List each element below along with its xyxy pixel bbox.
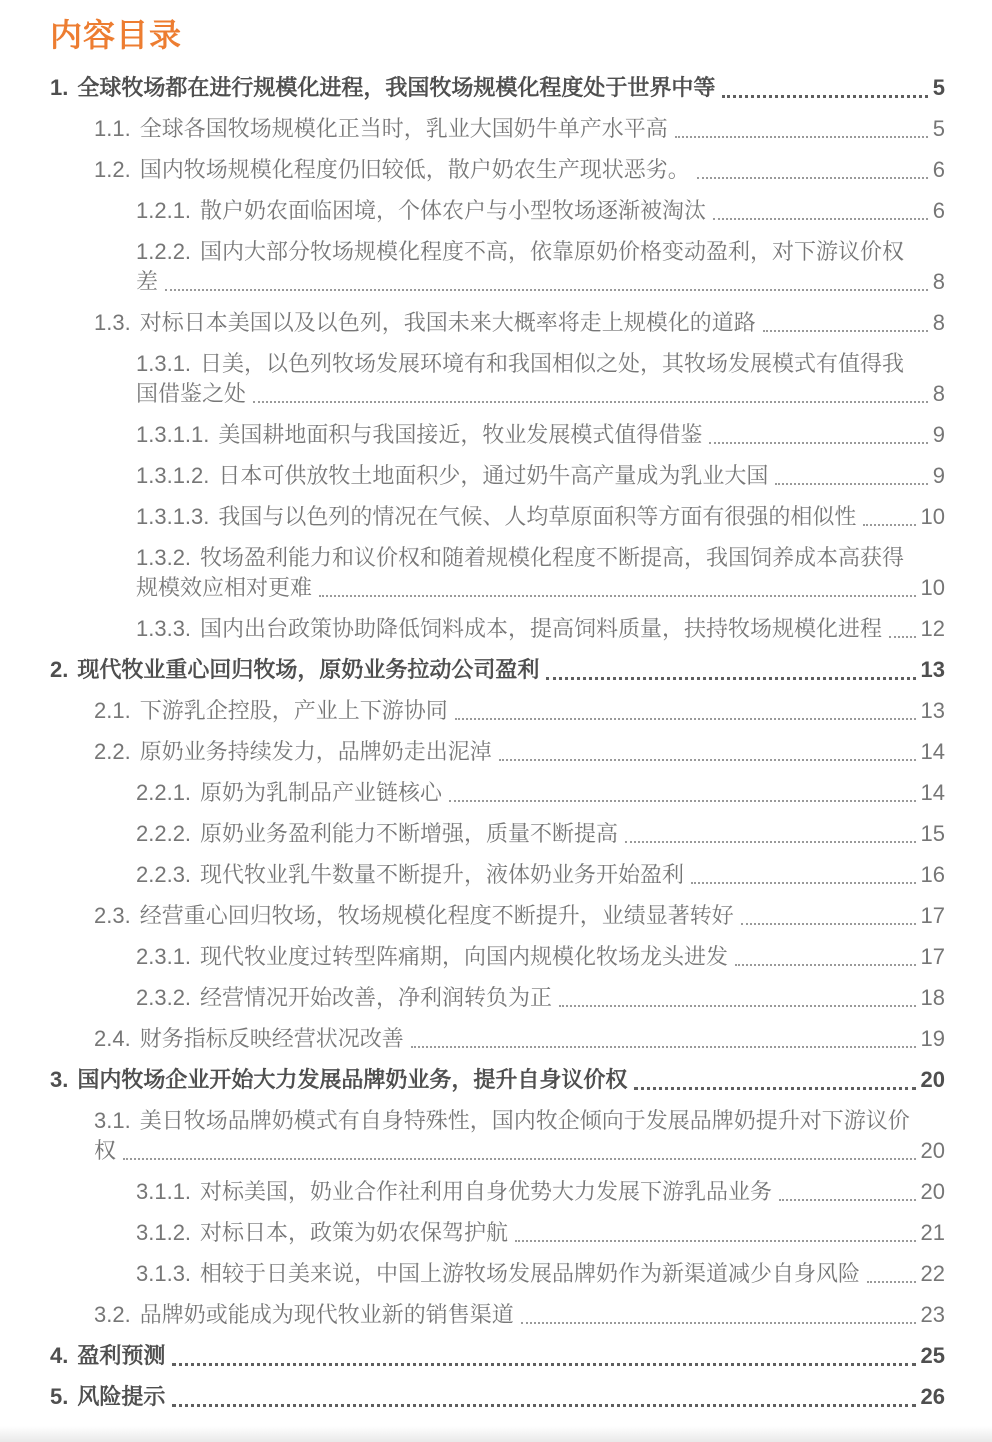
toc-entry[interactable] (50, 983, 945, 1013)
toc-entry-line (94, 1300, 945, 1330)
toc-entry-line (136, 543, 945, 573)
toc-entry-line (94, 1106, 945, 1136)
toc-entry-line (136, 196, 945, 226)
dotted-leader (123, 1158, 916, 1160)
toc-entry-line (94, 114, 945, 144)
toc-entry-title: 全球各国牧场规模化正当时，乳业大国奶牛单产水平高 (139, 116, 668, 141)
page-bottom-edge (0, 1426, 992, 1442)
toc-entry[interactable] (50, 308, 945, 338)
toc-entry-title: 国内牧场规模化程度仍旧较低，散户奶农生产现状恶劣。 (139, 157, 690, 182)
toc-entry-page: 8 (932, 381, 945, 406)
toc-entry-line-wrap (136, 379, 945, 409)
toc-entry-line (136, 983, 945, 1013)
toc-entry-line-wrap (94, 1136, 945, 1166)
toc-entry[interactable] (50, 73, 945, 103)
toc-entry-page: 10 (920, 575, 945, 600)
toc-entry-number: 2.2.3. (136, 862, 192, 887)
dotted-leader (319, 595, 916, 597)
dotted-leader (775, 483, 927, 485)
dotted-leader (253, 401, 928, 403)
toc-entry-number: 1.3.3. (136, 616, 192, 641)
toc-entry-number: 1.1. (94, 116, 131, 141)
dotted-leader (172, 1363, 915, 1366)
dotted-leader (741, 923, 916, 925)
toc-entry-line (136, 1177, 945, 1207)
toc-entry-line (50, 73, 945, 103)
dotted-leader (697, 177, 928, 179)
toc-entry-page: 19 (920, 1026, 945, 1051)
toc-entry-title: 经营重心回归牧场，牧场规模化程度不断提升，业绩显著转好 (139, 903, 734, 928)
toc-entry[interactable] (50, 819, 945, 849)
toc-entry-number: 2.2.2. (136, 821, 192, 846)
toc-entry-number: 1.3. (94, 310, 131, 335)
toc-entry-title: 对标美国，奶业合作社利用自身优势大力发展下游乳品业务 (200, 1179, 773, 1204)
toc-entry-line-wrap (136, 267, 945, 297)
toc-entry-title: 盈利预测 (77, 1343, 166, 1368)
toc-entry-title: 相较于日美来说，中国上游牧场发展品牌奶作为新渠道减少自身风险 (200, 1261, 861, 1286)
toc-entry-page: 13 (920, 657, 945, 682)
dotted-leader (691, 882, 915, 884)
toc-entry[interactable] (50, 1382, 945, 1412)
toc-entry-number: 1.3.1.3. (136, 504, 210, 529)
toc-entry[interactable] (50, 860, 945, 890)
toc-entry-title: 经营情况开始改善，净利润转负为正 (200, 985, 553, 1010)
toc-entry-number: 2.3.2. (136, 985, 192, 1010)
toc-entry-line (94, 737, 945, 767)
toc-entry-line (136, 942, 945, 972)
toc-entry-title: 美国耕地面积与我国接近，牧业发展模式值得借鉴 (218, 422, 703, 447)
toc-entry-title: 下游乳企控股，产业上下游协同 (139, 698, 448, 723)
toc-entry[interactable] (50, 737, 945, 767)
dotted-leader (499, 759, 916, 761)
toc-entry-title: 我国与以色列的情况在气候、人均草原面积等方面有很强的相似性 (218, 504, 857, 529)
toc-entry[interactable] (50, 1300, 945, 1330)
toc-entry-page: 10 (920, 504, 945, 529)
toc-entry-line (50, 1341, 945, 1371)
toc-entry-number: 3.1.1. (136, 1179, 192, 1204)
toc-entry-title: 日美，以色列牧场发展环境有和我国相似之处，其牧场发展模式有值得我 (200, 351, 905, 376)
toc-entry-title: 原奶为乳制品产业链核心 (200, 780, 443, 805)
toc-entry-page: 14 (920, 780, 945, 805)
toc-entry-title: 现代牧业乳牛数量不断提升，液体奶业务开始盈利 (200, 862, 685, 887)
dotted-leader (172, 1404, 915, 1407)
toc-entry-line (50, 1065, 945, 1095)
toc-entry-page: 8 (932, 269, 945, 294)
toc-entry-line (136, 461, 945, 491)
toc-entry-page: 20 (920, 1067, 945, 1092)
toc-entry-line (136, 1259, 945, 1289)
toc-entry[interactable] (50, 1106, 945, 1166)
toc-entry-line (136, 1218, 945, 1248)
toc-entry-page: 8 (932, 310, 945, 335)
toc-entry[interactable] (50, 614, 945, 644)
toc-entry-title: 国内牧场企业开始大力发展品牌奶业务，提升自身议价权 (77, 1067, 628, 1092)
toc-entry-title: 财务指标反映经营状况改善 (139, 1026, 404, 1051)
toc-entry[interactable] (50, 502, 945, 532)
toc-entry-line (94, 696, 945, 726)
toc-entry[interactable] (50, 1024, 945, 1054)
toc-entry[interactable] (50, 1218, 945, 1248)
toc-entry-line (94, 901, 945, 931)
toc-entry[interactable] (50, 461, 945, 491)
toc-entry[interactable] (50, 942, 945, 972)
dotted-leader (779, 1199, 915, 1201)
toc-entry-number: 3.1.3. (136, 1261, 192, 1286)
toc-entry-page: 5 (932, 75, 945, 100)
toc-entry[interactable] (50, 196, 945, 226)
toc-entry-number: 2.4. (94, 1026, 131, 1051)
toc-entry-title: 国内大部分牧场规模化程度不高，依靠原奶价格变动盈利，对下游议价权 (200, 239, 905, 264)
dotted-leader (411, 1046, 916, 1048)
dotted-leader (889, 636, 915, 638)
dotted-leader (546, 677, 915, 680)
toc-entry-title: 美日牧场品牌奶模式有自身特殊性，国内牧企倾向于发展品牌奶提升对下游议价 (139, 1108, 910, 1133)
page-title: 内容目录 (50, 17, 183, 53)
dotted-leader (709, 442, 927, 444)
toc-entry-number: 2.2. (94, 739, 131, 764)
toc-entry-title-continued: 差 (136, 269, 159, 294)
toc-entry-number: 1.2.2. (136, 239, 192, 264)
toc-entry-title: 全球牧场都在进行规模化进程，我国牧场规模化程度处于世界中等 (77, 75, 716, 100)
dotted-leader (634, 1087, 915, 1090)
toc-entry-number: 3.2. (94, 1302, 131, 1327)
table-of-contents (50, 73, 945, 1412)
toc-entry-line (50, 1382, 945, 1412)
toc-entry[interactable] (50, 901, 945, 931)
toc-entry-number: 1.3.1.2. (136, 463, 210, 488)
toc-entry-page: 21 (920, 1220, 945, 1245)
toc-entry-page: 20 (920, 1179, 945, 1204)
toc-entry-page: 14 (920, 739, 945, 764)
dotted-leader (455, 718, 916, 720)
toc-entry-title: 现代牧业度过转型阵痛期，向国内规模化牧场龙头进发 (200, 944, 729, 969)
toc-entry-number: 1.3.1.1. (136, 422, 210, 447)
toc-entry-line (136, 349, 945, 379)
dotted-leader (515, 1240, 915, 1242)
toc-entry-page: 5 (932, 116, 945, 141)
toc-entry-number: 3.1.2. (136, 1220, 192, 1245)
toc-entry-page: 20 (920, 1138, 945, 1163)
toc-entry-title: 品牌奶或能成为现代牧业新的销售渠道 (139, 1302, 514, 1327)
toc-entry-page: 9 (932, 463, 945, 488)
toc-entry-page: 6 (932, 157, 945, 182)
toc-entry-number: 1.3.2. (136, 545, 192, 570)
toc-entry-title-continued: 国借鉴之处 (136, 381, 247, 406)
toc-entry-number: 2. (50, 657, 69, 682)
toc-entry-number: 4. (50, 1343, 69, 1368)
dotted-leader (165, 289, 928, 291)
toc-entry-line (136, 237, 945, 267)
toc-entry-title: 现代牧业重心回归牧场，原奶业务拉动公司盈利 (77, 657, 540, 682)
toc-entry-line (94, 1024, 945, 1054)
dotted-leader (735, 964, 915, 966)
toc-entry-title-continued: 规模效应相对更难 (136, 575, 313, 600)
toc-entry-number: 2.3.1. (136, 944, 192, 969)
toc-entry[interactable] (50, 696, 945, 726)
toc-entry[interactable] (50, 1177, 945, 1207)
toc-entry[interactable] (50, 655, 945, 685)
toc-entry-title: 原奶业务持续发力，品牌奶走出泥淖 (139, 739, 492, 764)
toc-entry-title: 国内出台政策协助降低饲料成本，提高饲料质量，扶持牧场规模化进程 (200, 616, 883, 641)
toc-entry-title: 散户奶农面临困境，个体农户与小型牧场逐渐被淘汰 (200, 198, 707, 223)
dotted-leader (625, 841, 915, 843)
toc-entry-number: 1. (50, 75, 69, 100)
dotted-leader (449, 800, 915, 802)
toc-entry-page: 17 (920, 903, 945, 928)
dotted-leader (559, 1005, 915, 1007)
toc-entry-title-continued: 权 (94, 1138, 117, 1163)
toc-entry-number: 2.2.1. (136, 780, 192, 805)
toc-entry-line (136, 819, 945, 849)
toc-entry-page: 22 (920, 1261, 945, 1286)
toc-entry[interactable] (50, 1065, 945, 1095)
toc-entry[interactable] (50, 543, 945, 603)
toc-entry-page: 26 (920, 1384, 945, 1409)
toc-entry[interactable] (50, 349, 945, 409)
toc-entry-line (136, 420, 945, 450)
toc-entry[interactable] (50, 420, 945, 450)
toc-entry-number: 2.1. (94, 698, 131, 723)
toc-entry-line (136, 860, 945, 890)
toc-entry-page: 16 (920, 862, 945, 887)
toc-entry-number: 5. (50, 1384, 69, 1409)
toc-entry-number: 1.3.1. (136, 351, 192, 376)
toc-entry[interactable] (50, 778, 945, 808)
toc-entry-page: 15 (920, 821, 945, 846)
toc-entry-number: 1.2. (94, 157, 131, 182)
toc-entry-title: 风险提示 (77, 1384, 166, 1409)
toc-entry-line-wrap (136, 573, 945, 603)
toc-entry-page: 18 (920, 985, 945, 1010)
dotted-leader (521, 1322, 916, 1324)
toc-entry-line (136, 502, 945, 532)
toc-entry-number: 3. (50, 1067, 69, 1092)
toc-entry[interactable] (50, 237, 945, 297)
dotted-leader (863, 524, 915, 526)
toc-entry-page: 17 (920, 944, 945, 969)
toc-entry-page: 6 (932, 198, 945, 223)
toc-entry[interactable] (50, 114, 945, 144)
toc-entry-title: 对标日本美国以及以色列，我国未来大概率将走上规模化的道路 (139, 310, 756, 335)
toc-entry-line (94, 155, 945, 185)
toc-entry[interactable] (50, 1341, 945, 1371)
toc-entry-line (94, 308, 945, 338)
toc-entry-title: 原奶业务盈利能力不断增强，质量不断提高 (200, 821, 619, 846)
toc-entry-line (136, 778, 945, 808)
dotted-leader (713, 218, 928, 220)
toc-entry-page: 25 (920, 1343, 945, 1368)
dotted-leader (867, 1281, 915, 1283)
toc-entry-number: 1.2.1. (136, 198, 192, 223)
dotted-leader (763, 330, 928, 332)
toc-entry-title: 日本可供放牧土地面积少，通过奶牛高产量成为乳业大国 (218, 463, 769, 488)
toc-entry-page: 23 (920, 1302, 945, 1327)
toc-entry-title: 牧场盈利能力和议价权和随着规模化程度不断提高，我国饲养成本高获得 (200, 545, 905, 570)
dotted-leader (722, 95, 927, 98)
toc-entry-page: 9 (932, 422, 945, 447)
toc-entry-page: 12 (920, 616, 945, 641)
toc-entry-line (136, 614, 945, 644)
toc-entry-page: 13 (920, 698, 945, 723)
toc-entry-number: 3.1. (94, 1108, 131, 1133)
toc-entry-number: 2.3. (94, 903, 131, 928)
dotted-leader (675, 136, 928, 138)
toc-entry[interactable] (50, 1259, 945, 1289)
toc-entry-line (50, 655, 945, 685)
toc-entry-title: 对标日本，政策为奶农保驾护航 (200, 1220, 509, 1245)
toc-entry[interactable] (50, 155, 945, 185)
